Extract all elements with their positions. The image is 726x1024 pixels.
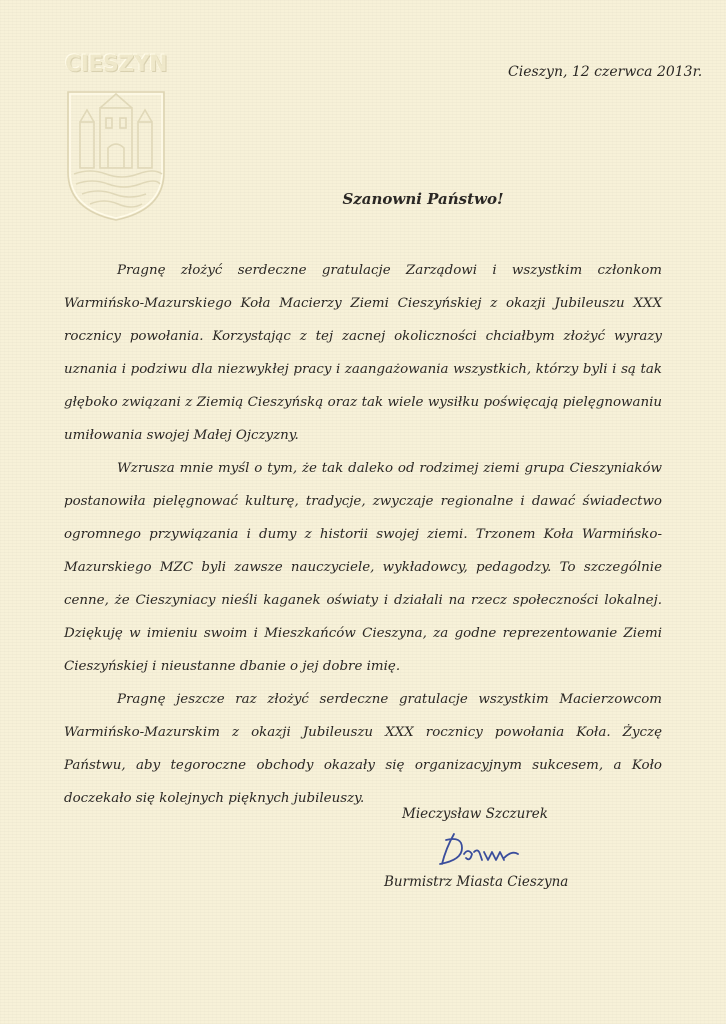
signatory-name: Mieczysław Szczurek	[402, 806, 548, 822]
signatory-title: Burmistrz Miasta Cieszyna	[384, 874, 569, 890]
paragraph-2: Wzrusza mnie myśl o tym, że tak daleko od rodzimej ziemi grupa Cieszyniaków postanowiła pielęgnować kulturę, tradycje, zwyczaje regionalne i dawać świadectwo ogromnego przywiązania i dumy z historii swojej ziemi. Trzonem Koła Warmińsko-Mazurskiego MZC byli zawsze nauczyciele, wykładowcy, pedagodzy. To szczególnie cenne, że Cieszyniacy nieśli kaganek oświaty i działali na rzecz społeczności lokalnej. Dziękuję w imieniu swoim i Mieszkańców Cieszyna, za godne reprezentowanie Ziemi Cieszyńskiej i nieustanne dbanie o jej dobre imię.	[64, 461, 662, 674]
paragraph-3: Pragnę jeszcze raz złożyć serdeczne gratulacje wszystkim Macierzowcom Warmińsko-Mazurskim z okazji Jubileuszu XXX rocznicy powołania Koła. Życzę Państwu, aby tegoroczne obchody okazały się organizacyjnym sukcesem, a Koło doczekało się kolejnych pięknych jubileuszy.	[64, 692, 662, 806]
salutation: Szanowni Państwo!	[342, 190, 504, 208]
emblem-wordmark: CIESZYN	[65, 52, 167, 77]
letter-body	[64, 254, 662, 815]
handwritten-signature	[432, 830, 522, 872]
paragraph-1: Pragnę złożyć serdeczne gratulacje Zarządowi i wszystkim członkom Warmińsko-Mazurskiego Koła Macierzy Ziemi Cieszyńskiej z okazji Jubileuszu XXX rocznicy powołania. Korzystając z tej zacnej okoliczności chciałbym złożyć wyrazy uznania i podziwu dla niezwykłej pracy i zaangażowania wszystkich, którzy byli i są tak głęboko związani z Ziemią Cieszyńską oraz tak wiele wysiłku poświęcają pielęgnowaniu umiłowania swojej Małej Ojczyzny.	[64, 263, 662, 443]
letter-date: Cieszyn, 12 czerwca 2013r.	[508, 64, 703, 80]
